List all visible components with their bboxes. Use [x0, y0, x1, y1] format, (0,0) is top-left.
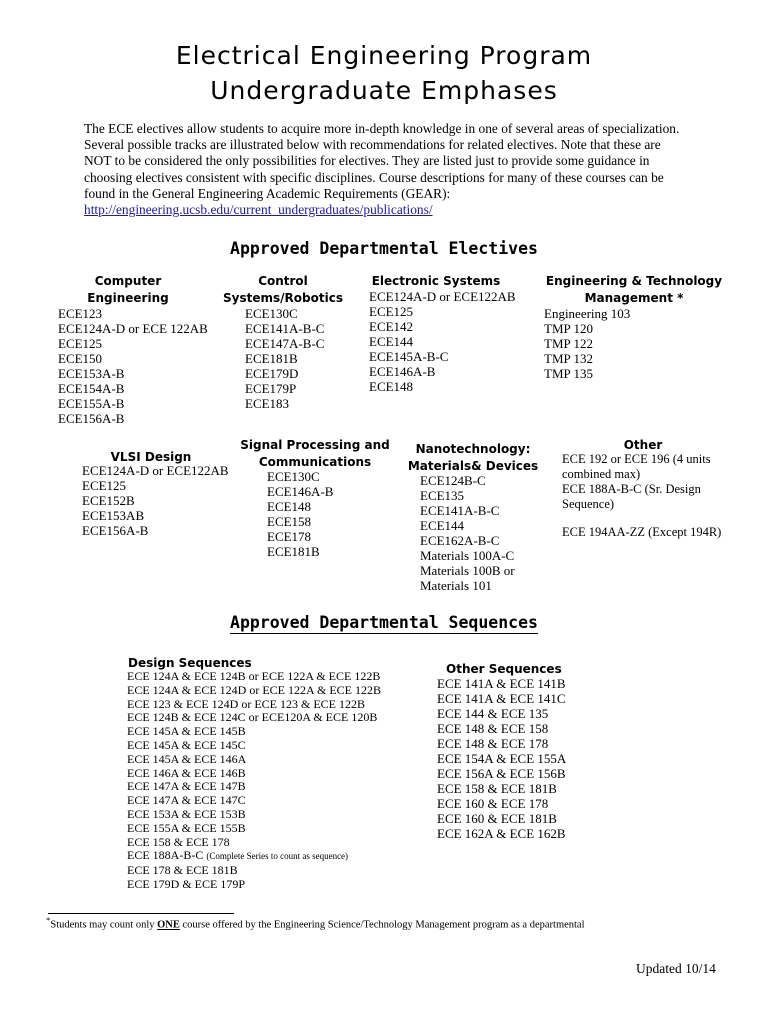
list-item: ECE 194AA-ZZ (Except 194R) [562, 525, 722, 539]
control-systems-heading-line1: Control [258, 274, 308, 288]
list-item: ECE 145A & ECE 145B [127, 724, 246, 739]
list-item: TMP 135 [544, 366, 593, 381]
list-item: ECE178 [267, 529, 312, 544]
list-item: ECE 141A & ECE 141B [437, 676, 566, 691]
list-item: ECE 147A & ECE 147B [127, 779, 246, 794]
list-item: ECE 144 & ECE 135 [437, 706, 549, 721]
sequences-heading-text: Approved Departmental Sequences [230, 613, 538, 632]
computer-engineering-heading [58, 273, 198, 307]
list-item: ECE146A-B [267, 484, 334, 499]
list-item: ECE125 [58, 336, 103, 351]
other-electives-list [562, 452, 721, 540]
list-item: ECE181B [245, 351, 298, 366]
electronic-systems-heading [369, 273, 503, 290]
list-item: ECE125 [369, 304, 414, 319]
sequence-188-label: ECE 188A-B-C [127, 848, 204, 863]
control-systems-heading-line2: Systems/Robotics [223, 291, 343, 305]
other-sequences-list [437, 676, 566, 841]
list-item: ECE 178 & ECE 181B [127, 863, 238, 878]
computer-engineering-list [58, 306, 208, 426]
intro-paragraph [84, 121, 684, 218]
list-item: ECE135 [420, 488, 465, 503]
list-item: ECE124A-D or ECE122AB [82, 463, 229, 478]
control-systems-heading [215, 273, 351, 307]
list-item: ECE 160 & ECE 181B [437, 811, 557, 826]
updated-date: Updated 10/14 [636, 961, 716, 976]
nanotechnology-list [420, 473, 515, 593]
signal-processing-heading-line2: Communications [258, 455, 372, 469]
list-item: ECE142 [369, 319, 414, 334]
list-item: ECE 124A & ECE 124B or ECE 122A & ECE 122B [127, 669, 381, 683]
control-systems-list [245, 306, 324, 411]
list-item: ECE124A-D or ECE122AB [369, 289, 516, 304]
electronic-systems-list [369, 289, 516, 394]
list-item: ECE 141A & ECE 141C [437, 691, 566, 706]
list-item: ECE154A-B [58, 381, 125, 396]
etm-heading [535, 273, 733, 307]
list-item: ECE153A-B [58, 366, 125, 381]
list-item: ECE 158 & ECE 181B [437, 781, 557, 796]
list-item: ECE179P [245, 381, 297, 396]
vlsi-design-list [82, 463, 229, 538]
list-item: ECE183 [245, 396, 290, 411]
list-item: ECE148 [267, 499, 312, 514]
list-item: ECE130C [245, 306, 298, 321]
list-item: combined max) [562, 467, 641, 481]
list-item: ECE124B-C [420, 473, 486, 488]
nanotechnology-heading-line1: Nanotechnology: [415, 442, 531, 456]
list-item: ECE141A-B-C [420, 503, 500, 518]
list-item: Materials 100B or [420, 563, 515, 578]
design-sequences-heading: Design Sequences [128, 656, 252, 670]
list-item: ECE 145A & ECE 145C [127, 737, 246, 752]
gear-link[interactable]: http://engineering.ucsb.edu/current_undergraduates/publications/ [84, 202, 433, 218]
intro-text: The ECE electives allow students to acquire more in-depth knowledge in one of several areas of specialization. Several possible tracks are illustrated below with recommendations for related electives. Note that these are NOT to be considered the only possibilities for electives. They are listed just to provide some guidance in choosing electives consistent with specific disciplines. Course descriptions for many of these courses can be found in the General Engineering Academic Requirements (GEAR): [84, 121, 680, 201]
nanotechnology-heading-line2: Materials& Devices [407, 459, 539, 473]
list-item: ECE 154A & ECE 155A [437, 751, 567, 766]
signal-processing-heading [237, 437, 393, 471]
list-item: ECE141A-B-C [245, 321, 325, 336]
footnote-text-before: Students may count only [50, 919, 158, 931]
computer-engineering-heading-line1: Computer [94, 274, 162, 288]
list-item: TMP 122 [544, 336, 593, 351]
nanotechnology-heading [403, 441, 543, 475]
list-item: ECE179D [245, 366, 299, 381]
electronic-systems-heading-line1: Electronic Systems [371, 274, 501, 288]
list-item: ECE 147A & ECE 147C [127, 793, 246, 808]
list-item: Materials 101 [420, 578, 492, 593]
list-item: ECE123 [58, 306, 103, 321]
list-item: ECE147A-B-C [245, 336, 325, 351]
footnote-mark: * [46, 915, 51, 925]
list-item: ECE153AB [82, 508, 145, 523]
list-item: ECE156A-B [82, 523, 149, 538]
other-sequences-heading: Other Sequences [446, 662, 562, 676]
list-item: ECE144 [369, 334, 414, 349]
list-item: ECE146A-B [369, 364, 436, 379]
list-item: ECE158 [267, 514, 312, 529]
etm-heading-line2: Management * [584, 291, 684, 305]
list-item: ECE 148 & ECE 158 [437, 721, 549, 736]
list-item: ECE155A-B [58, 396, 125, 411]
list-item: ECE 160 & ECE 178 [437, 796, 549, 811]
footnote-text-after: course offered by the Engineering Science/Technology Management program as a departmental [179, 919, 585, 931]
list-item: Engineering 103 [544, 306, 631, 321]
list-item: ECE 153A & ECE 153B [127, 806, 246, 821]
list-item: ECE130C [267, 469, 320, 484]
design-sequences-list [127, 670, 381, 892]
page-title: Electrical Engineering Program [175, 41, 593, 70]
footnote-emphasis: ONE [157, 919, 180, 931]
list-item: ECE 179D & ECE 179P [127, 876, 246, 891]
list-item: ECE 188A-B-C (Sr. Design [562, 482, 701, 496]
list-item [127, 849, 381, 864]
list-item: TMP 120 [544, 321, 593, 336]
signal-processing-heading-line1: Signal Processing and [240, 438, 390, 452]
list-item: ECE 124B & ECE 124C or ECE120A & ECE 120B [127, 710, 378, 725]
list-item: ECE124A-D or ECE 122AB [58, 321, 208, 336]
list-item: ECE 158 & ECE 178 [127, 834, 230, 849]
list-item: ECE 145A & ECE 146A [127, 751, 247, 766]
etm-heading-line1: Engineering & Technology [545, 274, 723, 288]
other-electives-heading-line1: Other [623, 438, 663, 452]
list-item: ECE125 [82, 478, 127, 493]
vlsi-design-heading-line1: VLSI Design [110, 450, 192, 464]
page-subtitle: Undergraduate Emphases [210, 76, 558, 105]
etm-list [544, 306, 630, 381]
sequence-188-note: (Complete Series to count as sequence) [206, 851, 349, 862]
list-item: ECE162A-B-C [420, 533, 500, 548]
list-item: TMP 132 [544, 351, 593, 366]
list-item: ECE 123 & ECE 124D or ECE 123 & ECE 122B [127, 696, 365, 711]
list-item: ECE 156A & ECE 156B [437, 766, 566, 781]
list-item: Sequence) [562, 497, 615, 511]
electives-heading: Approved Departmental Electives [230, 239, 538, 258]
list-item: ECE152B [82, 493, 135, 508]
computer-engineering-heading-line2: Engineering [87, 291, 169, 305]
list-item: ECE 146A & ECE 146B [127, 765, 246, 780]
list-item: ECE 155A & ECE 155B [127, 820, 246, 835]
sequences-heading [0, 613, 768, 632]
list-item: ECE150 [58, 351, 103, 366]
list-item: ECE 148 & ECE 178 [437, 736, 549, 751]
footnote [46, 915, 585, 931]
list-item: ECE145A-B-C [369, 349, 449, 364]
list-item: ECE144 [420, 518, 465, 533]
list-item: ECE148 [369, 379, 414, 394]
list-item: ECE156A-B [58, 411, 125, 426]
list-item: Materials 100A-C [420, 548, 515, 563]
list-item: ECE 124A & ECE 124D or ECE 122A & ECE 122B [127, 682, 381, 697]
footnote-rule [48, 913, 234, 914]
list-item: ECE 162A & ECE 162B [437, 826, 566, 841]
signal-processing-list [267, 469, 333, 559]
list-item: ECE181B [267, 544, 320, 559]
list-item: ECE 192 or ECE 196 (4 units [562, 452, 711, 466]
